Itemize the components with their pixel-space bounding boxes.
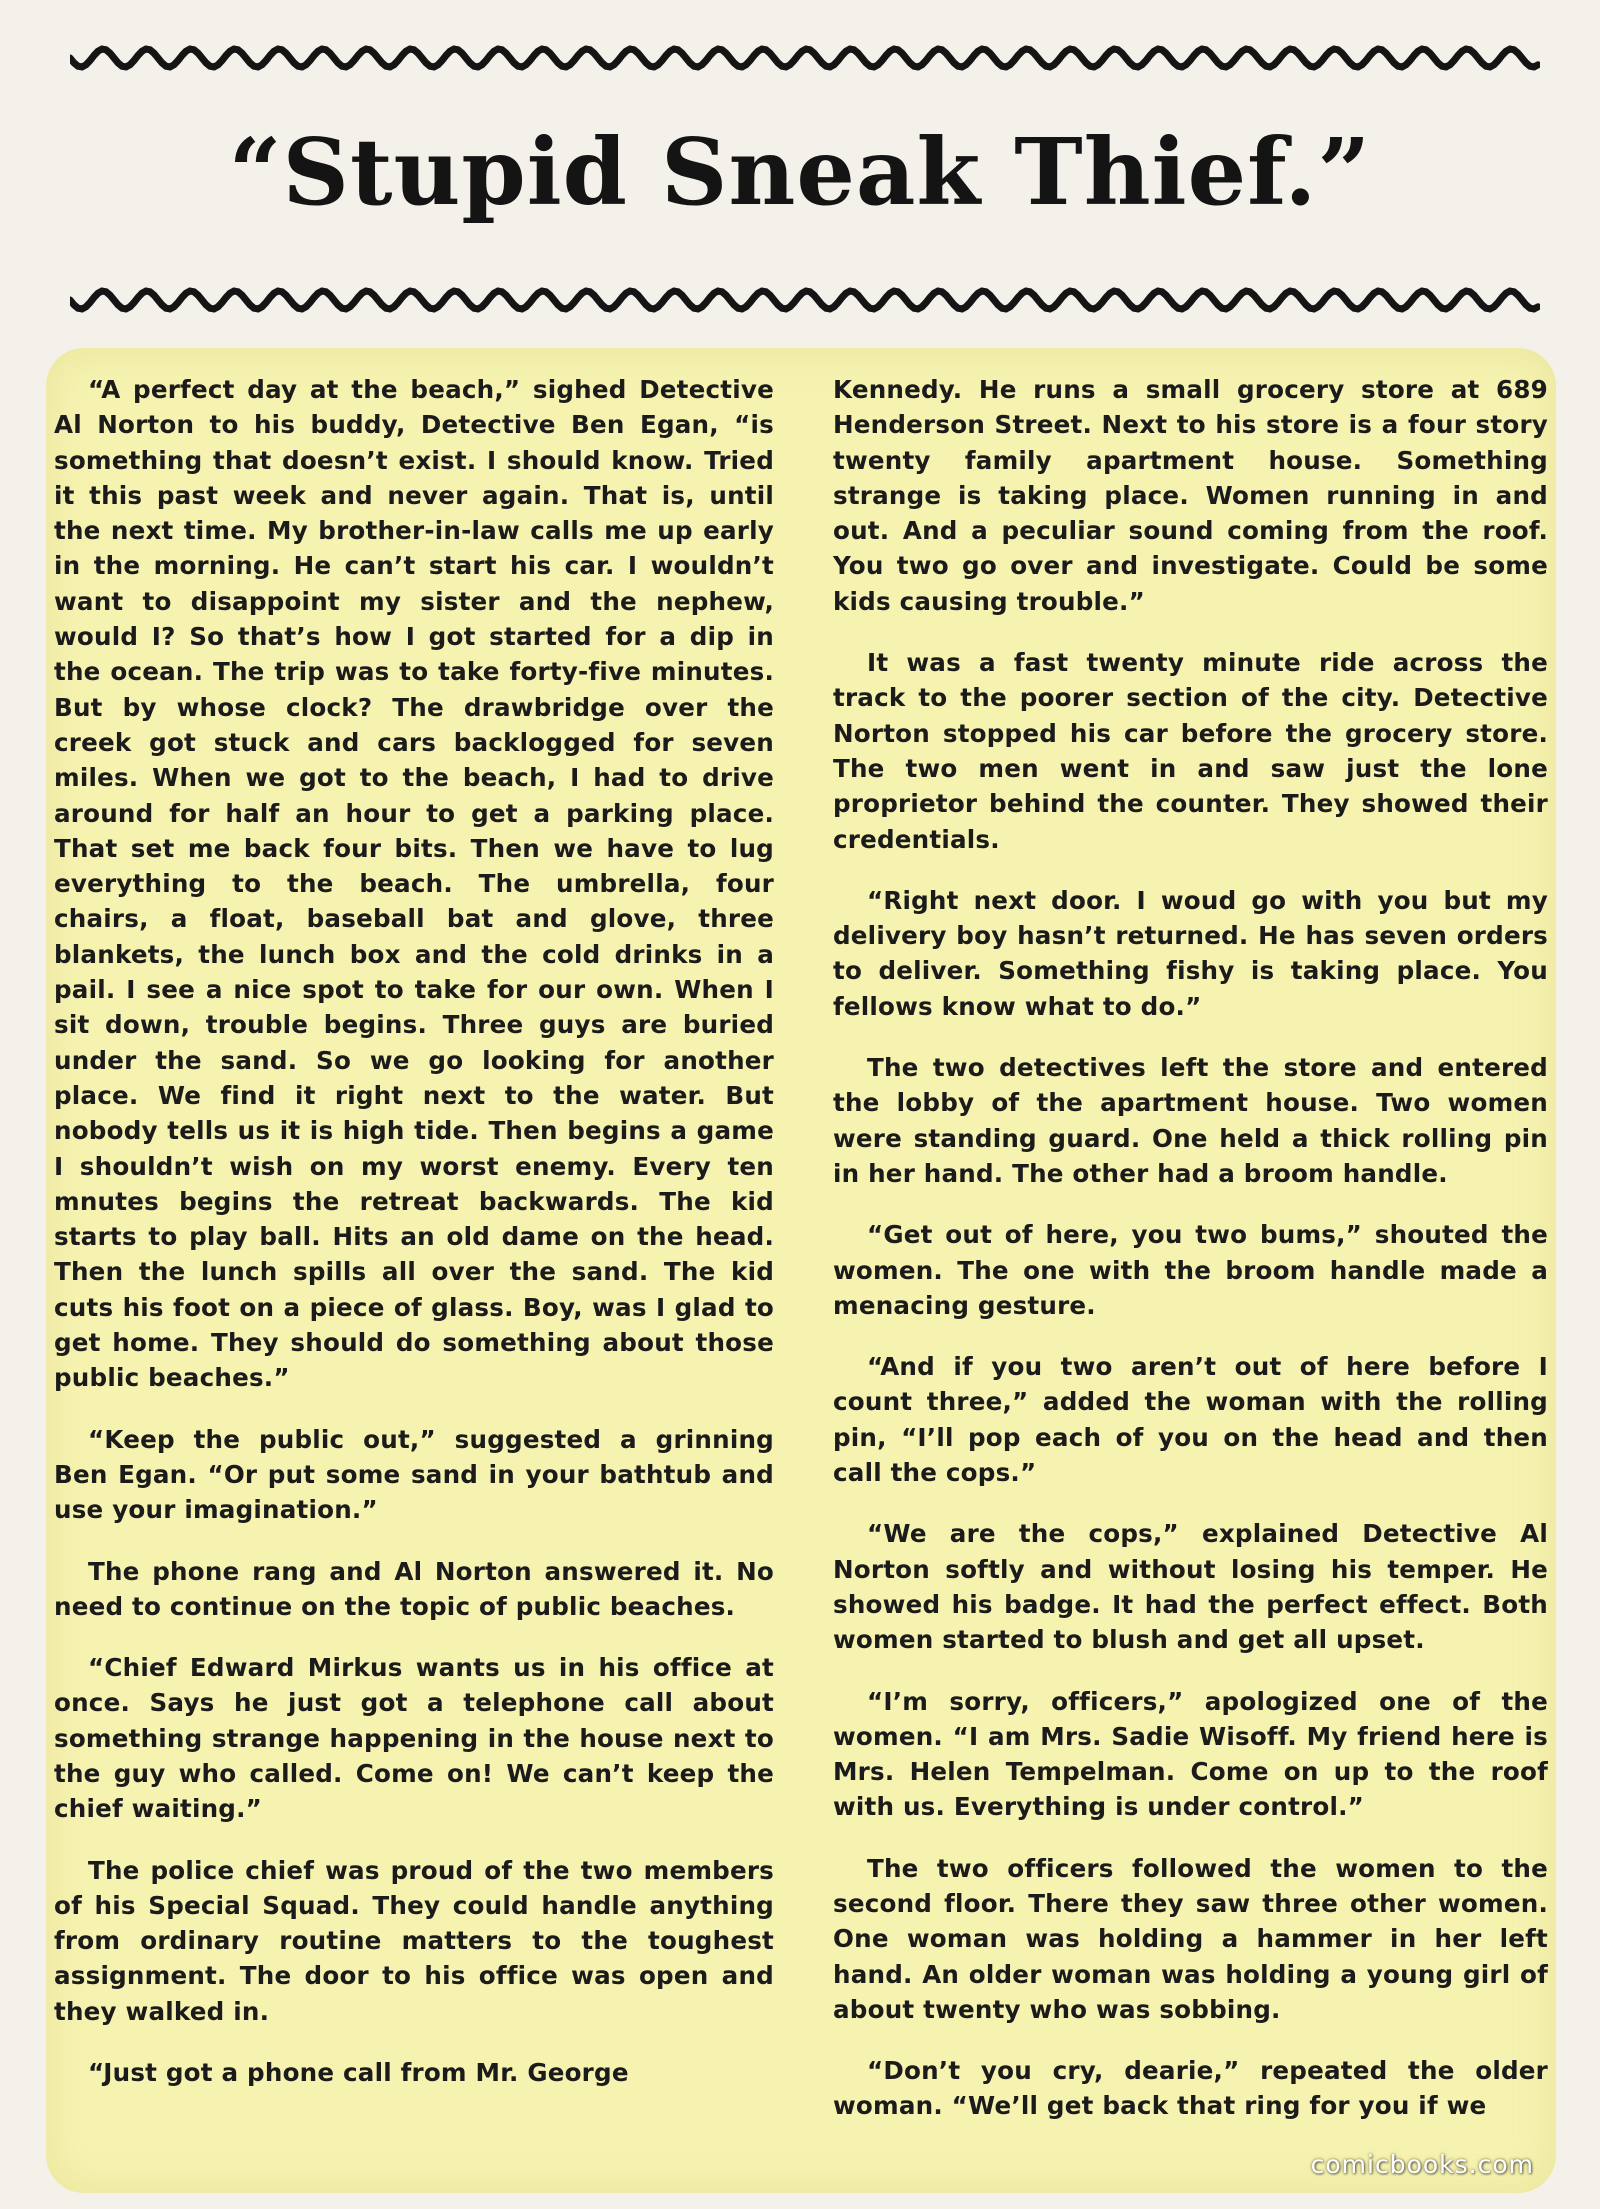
paragraph: “I’m sorry, officers,” apologized one of the women. “I am Mrs. Sadie Wisoff. My friend here is Mrs. Helen Tempelman. Come on up to the roof with us. Everything is under control.” bbox=[833, 1686, 1548, 1822]
site-watermark: comicbooks.com bbox=[1310, 2150, 1534, 2179]
paragraph: “Just got a phone call from Mr. George bbox=[88, 2058, 629, 2088]
paragraph: “Don’t you cry, dearie,” repeated the older woman. “We’ll get back that ring for you if we bbox=[833, 2056, 1548, 2121]
paragraph: “A perfect day at the beach,” sighed Detective Al Norton to his buddy, Detective Ben Egan, “is something that doesn’t exist. I should know. Tried it this past week and never again. That is, until the next time. My brother-in-law calls me up early in the morning. He can’t start his car. I wouldn’t want to disappoint my sister and the nephew, would I? So that’s how I got started for a dip in the ocean. The trip was to take forty-five minutes. But by whose clock? The drawbridge over the creek got stuck and cars backlogged for seven miles. When we got to the beach, I had to drive around for half an hour to get a parking place. That set me back four bits. Then we have to lug everything to the beach. The umbrella, four chairs, a float, baseball bat and glove, three blankets, the lunch box and the cold drinks in a pail. I see a nice spot to take for our own. When I sit down, trouble begins. Three guys are buried under the sand. So we go looking for another place. We find it right next to the water. But nobody tells us it is high tide. Then begins a game I shouldn’t wish on my worst enemy. Every ten mnutes begins the retreat backwards. The kid starts to play ball. Hits an old dame on the head. Then the lunch spills all over the sand. The kid cuts his foot on a piece of glass. Boy, was I glad to get home. They should do something about those public beaches.” bbox=[54, 375, 774, 1393]
paragraph: It was a fast twenty minute ride across the track to the poorer section of the city. Detective Norton stopped his car before the grocery store. The two men went in and saw just the lone proprietor behind the counter. They showed their credentials. bbox=[833, 648, 1548, 854]
wavy-divider-top bbox=[70, 38, 1540, 78]
paragraph: “We are the cops,” explained Detective Al Norton softly and without losing his temper. He showed his badge. It had the perfect effect. Both women started to blush and get all upset. bbox=[833, 1519, 1548, 1655]
wavy-line bbox=[70, 49, 1538, 67]
paragraph: The two officers followed the women to the second floor. There they saw three other women. One woman was holding a hammer in her left hand. An older woman was holding a young girl of about twenty who was sobbing. bbox=[833, 1853, 1548, 2024]
wavy-line bbox=[70, 291, 1538, 309]
paragraph: The phone rang and Al Norton answered it. No need to continue on the topic of public beaches. bbox=[54, 1556, 774, 1621]
paragraph: “Chief Edward Mirkus wants us in his office at once. Says he just got a telephone call about something strange happening in the house next to the guy who called. Come on! We can’t keep the chief waiting.” bbox=[54, 1653, 774, 1824]
paragraph: “Keep the public out,” suggested a grinning Ben Egan. “Or put some sand in your bathtub and use your imagination.” bbox=[54, 1424, 774, 1525]
paragraph: The two detectives left the store and entered the lobby of the apartment house. Two women were standing guard. One held a thick rolling pin in her hand. The other had a broom handle. bbox=[833, 1053, 1548, 1188]
paragraph: “And if you two aren’t out of here before I count three,” added the woman with the rolling pin, “I’ll pop each of you on the head and then call the cops.” bbox=[833, 1352, 1548, 1488]
paragraph: “Right next door. I woud go with you but my delivery boy hasn’t returned. He has seven orders to deliver. Something fishy is taking place. You fellows know what to do.” bbox=[833, 885, 1548, 1021]
text-column-left bbox=[54, 372, 774, 2116]
wavy-divider-bottom bbox=[70, 280, 1540, 320]
paragraph: Kennedy. He runs a small grocery store at 689 Henderson Street. Next to his store is a four story twenty family apartment house. Something strange is taking place. Women running in and out. And a peculiar sound coming from the roof. You two go over and investigate. Could be some kids causing trouble.” bbox=[833, 375, 1548, 616]
paragraph: “Get out of here, you two bums,” shouted the women. The one with the broom handle made a menacing gesture. bbox=[833, 1220, 1548, 1320]
paragraph: The police chief was proud of the two members of his Special Squad. They could handle anything from ordinary routine matters to the toughest assignment. The door to his office was open and they walked in. bbox=[54, 1855, 774, 2026]
article-title: “Stupid Sneak Thief.” bbox=[228, 118, 1372, 226]
text-column-right bbox=[833, 372, 1548, 2150]
